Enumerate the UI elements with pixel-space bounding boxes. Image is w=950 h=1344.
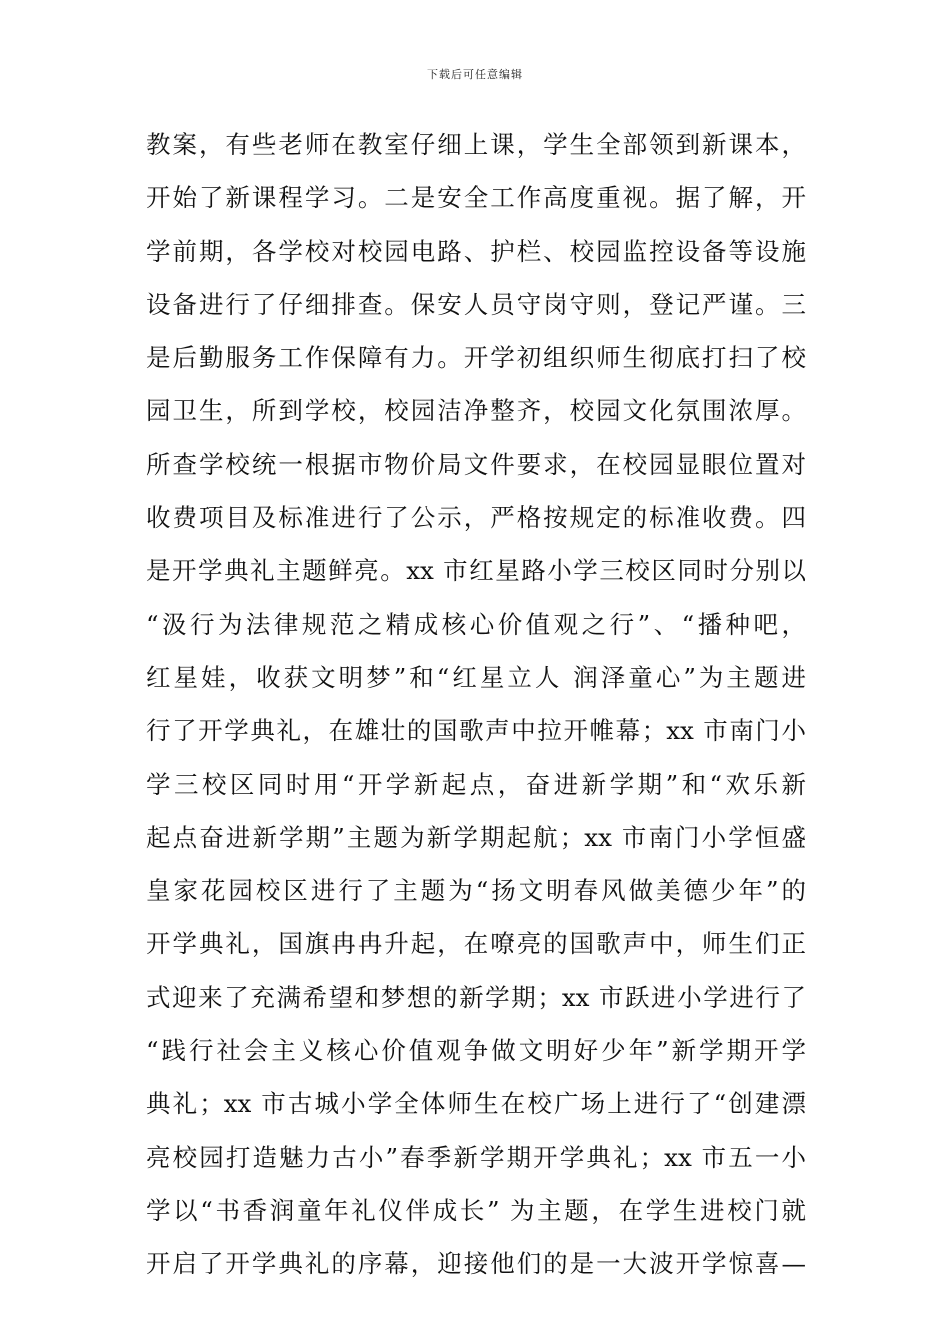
text-line: 收费项目及标准进行了公示，严格按规定的标准收费。四 [146,503,806,533]
text-line: 亮校园打造魅力古小”春季新学期开学典礼；xx 市五一小 [146,1142,806,1172]
text-line: 式迎来了充满希望和梦想的新学期；xx 市跃进小学进行了 [146,982,806,1012]
document-body [146,127,806,1300]
text-line: 教案，有些老师在教室仔细上课，学生全部领到新课本， [146,130,806,159]
text-line: 红星娃，收获文明梦”和“红星立人 润泽童心”为主题进 [146,662,806,692]
text-line: 开始了新课程学习。二是安全工作高度重视。据了解，开 [146,183,806,213]
text-line: 学以“书香润童年礼仪伴成长” 为主题，在学生进校门就 [146,1195,806,1225]
text-line: 皇家花园校区进行了主题为“扬文明春风做美德少年”的 [146,876,806,906]
text-line: 学三校区同时用“开学新起点，奋进新学期”和“欢乐新 [146,769,806,799]
text-line: 开学典礼，国旗冉冉升起，在嘹亮的国歌声中，师生们正 [146,929,806,959]
text-line: 学前期，各学校对校园电路、护栏、校园监控设备等设施 [146,236,806,266]
page-header: 下载后可任意编辑 [427,68,523,81]
text-line: 是开学典礼主题鲜亮。xx 市红星路小学三校区同时分别以 [146,556,806,586]
text-line: 设备进行了仔细排查。保安人员守岗守则，登记严谨。三 [146,289,806,319]
text-line: “汲行为法律规范之精成核心价值观之行”、“播种吧， [146,609,806,639]
text-line: 行了开学典礼，在雄壮的国歌声中拉开帷幕；xx 市南门小 [146,716,806,746]
text-line: “践行社会主义核心价值观争做文明好少年”新学期开学 [146,1036,806,1066]
text-line: 是后勤服务工作保障有力。开学初组织师生彻底打扫了校 [146,343,806,373]
text-line: 开启了开学典礼的序幕，迎接他们的是一大波开学惊喜— [146,1249,806,1279]
text-line: 所查学校统一根据市物价局文件要求，在校园显眼位置对 [146,449,806,479]
text-line: 园卫生，所到学校，校园洁净整齐，校园文化氛围浓厚。 [146,396,806,426]
text-line: 典礼；xx 市古城小学全体师生在校广场上进行了“创建漂 [146,1089,806,1119]
text-line: 起点奋进新学期”主题为新学期起航；xx 市南门小学恒盛 [146,822,806,852]
